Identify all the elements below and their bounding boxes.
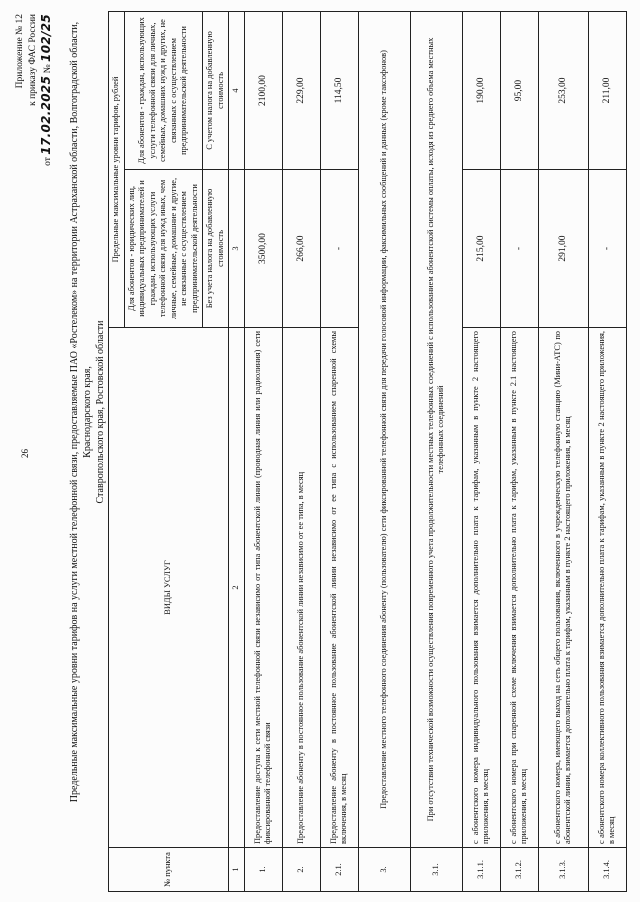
row-legal-price: 266,00 [282, 170, 320, 328]
row-number: 2. [282, 848, 320, 892]
header-citizens: Для абонентов - граждан, использующих услуги телефонной связи для личных, семейных, домашних нужд и других, не связанных с осуществлением предпринимательской деятельности [124, 12, 203, 170]
row-number: 2.1. [320, 848, 358, 892]
row-service-text: с абонентского номера при спаренной схеме включения взимается дополнительно плата к тарифам, указанным в пункте 2.1 настоящего приложения, в месяц [500, 328, 538, 848]
row-number: 3. [358, 848, 410, 892]
row-number: 1. [244, 848, 282, 892]
appendix-line2: к приказу ФАС России [28, 14, 38, 106]
row-citizens-price: 229,00 [282, 12, 320, 170]
row-legal-price: - [588, 170, 626, 328]
table-row [538, 12, 588, 892]
row-number: 3.1. [410, 848, 462, 892]
row-legal-price: 3500,00 [244, 170, 282, 328]
appendix-number-prefix: № [43, 64, 53, 74]
column-number-3: 3 [229, 170, 245, 328]
table-row [410, 12, 462, 892]
header-with-vat: С учетом налога на добавленную стоимость [203, 12, 229, 170]
header-tariff-group: Предельные максимальные уровни тарифов, рублей [109, 12, 125, 328]
appendix-number: 102/25 [39, 14, 53, 62]
header-without-vat: Без учета налога на добавленную стоимость [203, 170, 229, 328]
table-row [462, 12, 500, 892]
row-citizens-price: 211,00 [588, 12, 626, 170]
table-row [244, 12, 282, 892]
row-legal-price: 215,00 [462, 170, 500, 328]
header-legal-entities: Для абонентов - юридических лиц, индивидуальных предпринимателей и граждан, использующих услуги телефонной связи для нужд иных, чем личные, семейные, домашние и другие, не связанные с осуществлением предпринимательской деятельности [124, 170, 203, 328]
title-line2: Ставропольского края, Ростовской области [95, 320, 106, 504]
row-citizens-price: 2100,00 [244, 12, 282, 170]
row-legal-price: - [500, 170, 538, 328]
column-number-2: 2 [229, 328, 245, 848]
page-number: 26 [20, 449, 30, 458]
row-service-text: Предоставление абоненту в постоянное пользование абонентской линии независимо от ее типа с использованием спаренной схемы включения, в месяц [320, 328, 358, 848]
appendix-block [14, 14, 55, 234]
row-service-text: с абонентского номера, имеющего выход на сеть общего пользования, включенного в учрежденческую телефонную станцию (Мини-АТС) по абонентской линии, взимается дополнительно плата к тарифам, указанным в пункте 2 настоящего приложения, в месяц [538, 328, 588, 848]
title-line1: Предельные максимальные уровни тарифов на услуги местной телефонной связи, предоставляемые ПАО «Ростелеком» на территории Астраханской области, Волгоградской области, Краснодарского края, [69, 21, 93, 803]
row-number: 3.1.3. [538, 848, 588, 892]
document-title [68, 12, 107, 812]
column-number-4: 4 [229, 12, 245, 170]
appendix-date: 17.02.2025 [39, 75, 53, 155]
appendix-line1: Приложение № 12 [15, 14, 25, 89]
row-citizens-price: 95,00 [500, 12, 538, 170]
table-row [358, 12, 410, 892]
header-item-number: № пункта [109, 848, 229, 892]
row-service-text: с абонентского номера индивидуального пользования взимается дополнительно плата к тарифам, указанным в пункте 2 настоящего приложения, в месяц [462, 328, 500, 848]
row-citizens-price: 190,00 [462, 12, 500, 170]
row-legal-price: - [320, 170, 358, 328]
column-number-1: 1 [229, 848, 245, 892]
row-section-text: Предоставление местного телефонного соединения абоненту (пользователю) сети фиксированной телефонной связи для передачи голосовой информации, факсимильных сообщений и данных (кроме таксофонов) [358, 12, 410, 848]
row-number: 3.1.4. [588, 848, 626, 892]
table-row [282, 12, 320, 892]
row-service-text: с абонентского номера коллективного пользования взимается дополнительно плата к тарифам, указанным в пункте 2 настоящего приложения, в месяц [588, 328, 626, 848]
tariff-table [108, 11, 627, 892]
row-citizens-price: 253,00 [538, 12, 588, 170]
row-number: 3.1.1. [462, 848, 500, 892]
row-service-text: Предоставление абоненту в постоянное пользование абонентской линии независимо от ее типа, в месяц [282, 328, 320, 848]
row-service-text: Предоставление доступа к сети местной телефонной связи независимо от типа абонентской линии (проводная линия или радиолиния) сети фиксированной телефонной связи [244, 328, 282, 848]
header-services: ВИДЫ УСЛУГ [109, 328, 229, 848]
row-number: 3.1.2. [500, 848, 538, 892]
row-legal-price: 291,00 [538, 170, 588, 328]
table-row [588, 12, 626, 892]
table-row [320, 12, 358, 892]
row-citizens-price: 114,50 [320, 12, 358, 170]
row-section-text: При отсутствии технической возможности осуществления повременного учета продолжительности местных телефонных соединений с использованием абонентской системы оплаты, исходя из среднего объема местных телефонных соединений [410, 12, 462, 848]
table-row [500, 12, 538, 892]
appendix-date-line [40, 14, 55, 234]
appendix-date-prefix: от [43, 157, 53, 166]
